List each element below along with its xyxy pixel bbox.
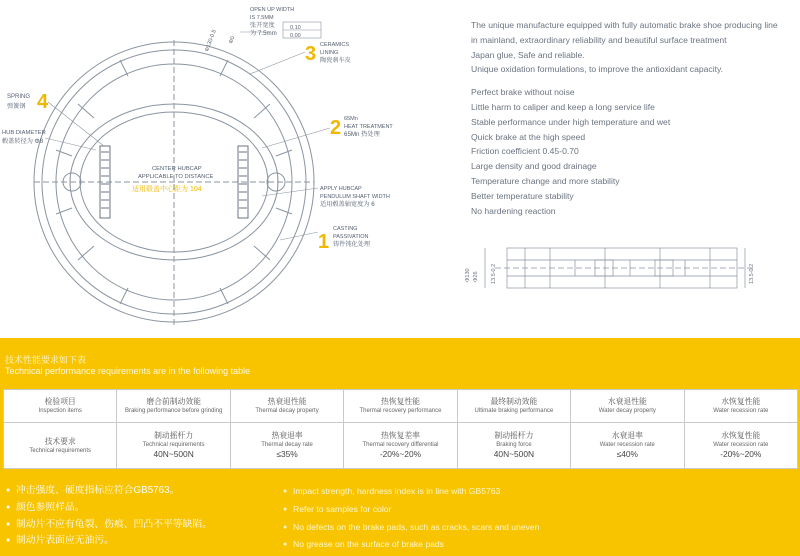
svg-text:APPLY HUBCAP: APPLY HUBCAP (320, 186, 362, 192)
ceramics-callout (250, 42, 351, 74)
intro-line: in mainland, extraordinary reliability and beautiful surface treatment (471, 34, 727, 45)
table-cell: 制动摇杆力 Technical requirements 40N~500N (117, 423, 230, 469)
table-cell: 热恢复差率 Thermal recovery differential -20%~20% (344, 423, 457, 469)
list-item: ● Refer to samples for color (283, 501, 540, 519)
svg-text:SPRING: SPRING (7, 94, 31, 100)
svg-text:铸件钝化处理: 铸件钝化处理 (333, 241, 371, 248)
spec-heading-en: Technical performance requirements are in the following table (5, 366, 251, 376)
feature-item: Friction coefficient 0.45-0.70 (471, 146, 579, 157)
svg-text:2: 2 (330, 117, 342, 139)
svg-text:HEAT TREATMENT: HEAT TREATMENT (344, 124, 393, 130)
svg-text:APPLICABLE TO DISTANCE: APPLICABLE TO DISTANCE (138, 174, 214, 180)
table-header-cell: 水恢复性能 Water recession rate (684, 390, 797, 423)
svg-text:LINING: LINING (320, 50, 339, 56)
table-header-cell: 磨合前制动效能 Braking performance before grinding (117, 390, 230, 423)
svg-text:Φ130-0.5: Φ130-0.5 (204, 28, 218, 53)
svg-text:65Mn: 65Mn (344, 116, 358, 122)
svg-text:Φ130: Φ130 (465, 268, 471, 282)
svg-text:0.00: 0.00 (290, 33, 301, 39)
feature-item: Stable performance under high temperature and wet (471, 116, 671, 127)
svg-text:CERAMICS: CERAMICS (320, 42, 350, 48)
feature-item: No hardening reaction (471, 205, 556, 216)
table-cell: 制动摇杆力 Braking force 40N~500N (457, 423, 570, 469)
table-cell: 水衰退率 Water recession rate ≤40% (571, 423, 684, 469)
feature-item: Large density and good drainage (471, 161, 597, 172)
svg-text:适用毂盖轴宽度为 6: 适用毂盖轴宽度为 6 (320, 201, 375, 208)
center-hubcap-callout (132, 166, 214, 193)
table-cell: 水恢复性能 Water recession rate -20%~20% (684, 423, 797, 469)
svg-text:CENTER HUBCAP: CENTER HUBCAP (152, 166, 202, 172)
spec-heading (5, 355, 250, 377)
svg-text:Φ26: Φ26 (473, 271, 479, 282)
list-item: ● 制动片不应有龟裂、伤痕、凹凸不平等缺陷。 (6, 517, 212, 534)
svg-text:弹簧钢: 弹簧钢 (7, 103, 26, 110)
table-row (4, 423, 798, 469)
side-view-drawing (455, 238, 800, 298)
feature-item: Perfect brake without noise (471, 87, 575, 98)
open-width-callout (240, 7, 321, 39)
feature-item: Temperature change and more stability (471, 175, 620, 186)
casting-callout (280, 226, 371, 253)
table-row (4, 390, 798, 423)
list-item: ● 冲击强度、硬度指标应符合GB5763。 (6, 483, 212, 500)
feature-description (471, 18, 791, 218)
svg-text:4: 4 (37, 91, 49, 113)
intro-line: Japan glue, Safe and reliable. (471, 49, 585, 60)
brake-shoe-outline (34, 40, 317, 325)
technical-spec-section (0, 338, 800, 556)
spec-table (3, 389, 798, 469)
svg-text:CASTING: CASTING (333, 226, 358, 232)
table-cell: 热衰退率 Thermal decay rate ≤35% (230, 423, 343, 469)
svg-text:OPEN UP WIDTH: OPEN UP WIDTH (250, 7, 295, 13)
table-header-cell: 热衰退性能 Thermal decay property (230, 390, 343, 423)
table-header-cell: 检验项目 Inspection items (4, 390, 117, 423)
svg-text:为 7.5mm: 为 7.5mm (250, 30, 277, 37)
heat-treatment-callout (262, 116, 393, 148)
svg-text:3: 3 (305, 43, 317, 65)
svg-text:IS 7.5MM: IS 7.5MM (250, 15, 274, 21)
svg-text:PASSIVATION: PASSIVATION (333, 234, 369, 240)
feature-item: Quick brake at the high speed (471, 131, 586, 142)
svg-text:适用毂盖中心距为 104: 适用毂盖中心距为 104 (132, 186, 202, 193)
feature-item: Little harm to caliper and keep a long service life (471, 101, 655, 112)
svg-text:1: 1 (318, 231, 330, 253)
svg-text:0.10: 0.10 (290, 25, 301, 31)
brake-shoe-drawing (0, 0, 460, 330)
notes-cn-list (6, 483, 212, 550)
spec-heading-cn: 技术性能要求如下表 (5, 355, 87, 365)
table-cell: 技术要求 Technical requirements (4, 423, 117, 469)
svg-text:65Mn 热处理: 65Mn 热处理 (344, 131, 380, 138)
svg-text:Φ0: Φ0 (228, 35, 237, 45)
list-item: ● 颜色参照样品。 (6, 500, 212, 517)
notes-en-list (283, 483, 540, 554)
svg-text:13.5-0.2: 13.5-0.2 (491, 263, 497, 284)
table-header-cell: 最终制动效能 Ultimate braking performance (457, 390, 570, 423)
list-item: ● Impact strength, hardness index is in line with GB5763 (283, 483, 540, 501)
svg-text:HUB DIAMETER: HUB DIAMETER (2, 130, 46, 136)
svg-text:PENDULUM SHAFT WIDTH: PENDULUM SHAFT WIDTH (320, 194, 390, 200)
svg-text:陶瓷刹车皮: 陶瓷刹车皮 (320, 57, 351, 64)
list-item: ● No grease on the surface of brake pads (283, 536, 540, 554)
feature-item: Better temperature stability (471, 190, 574, 201)
intro-line: The unique manufacture equipped with fully automatic brake shoe producing line (471, 20, 778, 30)
table-header-cell: 水衰退性能 Water decay property (571, 390, 684, 423)
svg-text:13.5-0.2: 13.5-0.2 (749, 263, 755, 284)
intro-line: Unique oxidation formulations, to improve the antioxidant capacity. (471, 64, 724, 75)
svg-text:毂盖转径为 Φ8: 毂盖转径为 Φ8 (2, 138, 44, 145)
table-header-cell: 热恢复性能 Thermal recovery performance (344, 390, 457, 423)
list-item: ● 制动片表面应无油污。 (6, 533, 212, 550)
list-item: ● No defects on the brake pads, such as cracks, scars and uneven (283, 519, 540, 537)
svg-text:张开宽度: 张开宽度 (250, 22, 275, 29)
